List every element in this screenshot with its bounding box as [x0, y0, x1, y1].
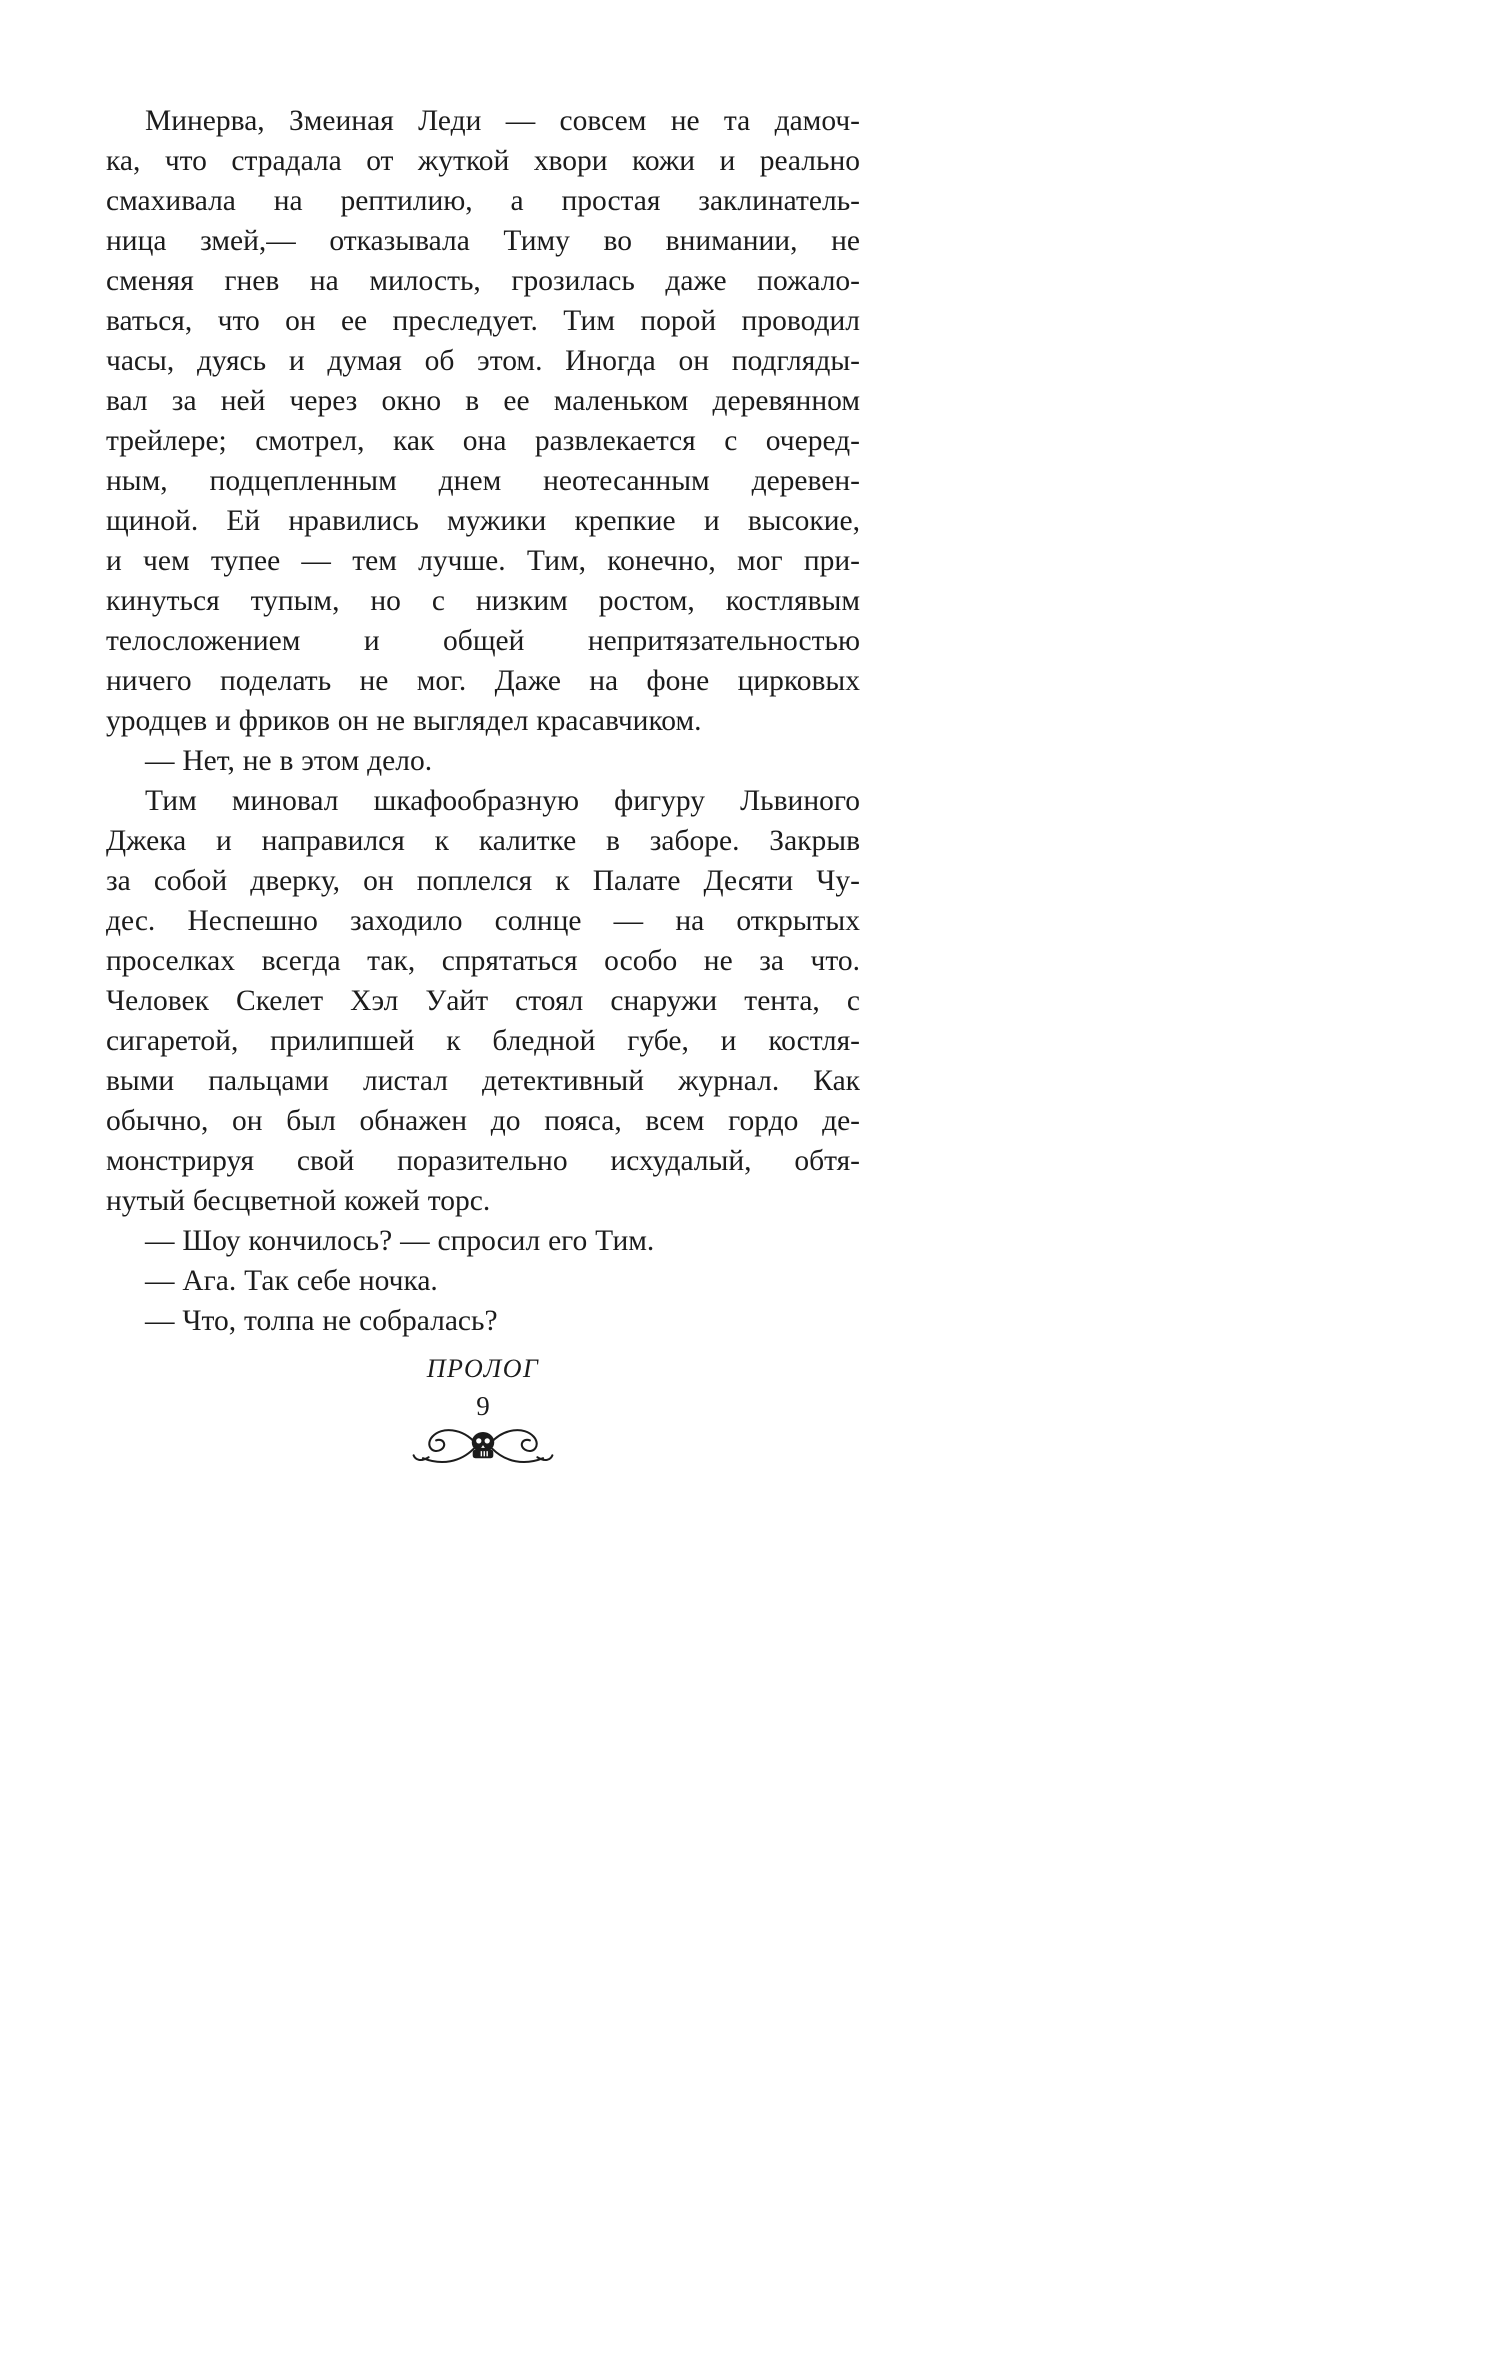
- body-paragraph: [106, 781, 860, 1221]
- text-line: обычно, он был обнажен до пояса, всем гордо де-: [106, 1105, 860, 1137]
- text-line: уродцев и фриков он не выглядел красавчиком.: [106, 705, 702, 737]
- text-line: ничего поделать не мог. Даже на фоне цирковых: [106, 665, 860, 697]
- dialogue-paragraph: [106, 1261, 860, 1301]
- text-line: и чем тупее — тем лучше. Тим, конечно, мог при-: [106, 545, 860, 577]
- skull-flourish-icon: [408, 1459, 558, 1476]
- text-line: Человек Скелет Хэл Уайт стоял снаружи тента, с: [106, 985, 860, 1017]
- text-line: часы, дуясь и думая об этом. Иногда он подгляды-: [106, 345, 860, 377]
- dialogue-paragraph: [106, 1301, 860, 1341]
- page-number: 9: [476, 1391, 490, 1421]
- text-line: Джека и направился к калитке в заборе. Закрыв: [106, 825, 860, 857]
- dialogue-paragraph: [106, 1221, 860, 1261]
- text-line: — Шоу кончилось? — спросил его Тим.: [145, 1225, 655, 1257]
- text-line: Минерва, Змеиная Леди — совсем не та дамоч-: [145, 105, 860, 137]
- text-line: трейлере; смотрел, как она развлекается с очеред-: [106, 425, 860, 457]
- running-title: ПРОЛОГ: [426, 1354, 540, 1383]
- text-line: ка, что страдала от жуткой хвори кожи и реально: [106, 145, 860, 177]
- text-line: сигаретой, прилипшей к бледной губе, и костля-: [106, 1025, 860, 1057]
- text-line: выми пальцами листал детективный журнал. Как: [106, 1065, 860, 1097]
- text-line: Тим миновал шкафообразную фигуру Львиного: [145, 785, 860, 817]
- text-line: ным, подцепленным днем неотесанным деревен-: [106, 465, 860, 497]
- text-line: вал за ней через окно в ее маленьком деревянном: [106, 385, 860, 417]
- text-line: — Что, толпа не собралась?: [145, 1305, 498, 1337]
- text-line: — Нет, не в этом дело.: [145, 745, 433, 777]
- text-line: за собой дверку, он поплелся к Палате Десяти Чу-: [106, 865, 860, 897]
- text-line: щиной. Ей нравились мужики крепкие и высокие,: [106, 505, 860, 537]
- text-line: смахивала на рептилию, а простая заклинатель-: [106, 185, 860, 217]
- dialogue-paragraph: [106, 741, 860, 781]
- text-line: ница змей,— отказывала Тиму во внимании, не: [106, 225, 860, 257]
- text-block: [106, 101, 860, 1341]
- text-line: ваться, что он ее преследует. Тим порой проводил: [106, 305, 860, 337]
- text-line: проселках всегда так, спрятаться особо не за что.: [106, 945, 860, 977]
- text-line: монстрируя свой поразительно исхудалый, обтя-: [106, 1145, 860, 1177]
- chapter-end-ornament: [106, 1420, 860, 1472]
- text-line: телосложением и общей непритязательностью: [106, 625, 860, 657]
- text-line: — Ага. Так себе ночка.: [145, 1265, 438, 1297]
- text-line: кинуться тупым, но с низким ростом, костлявым: [106, 585, 860, 617]
- page-footer: [106, 1354, 860, 1472]
- text-line: нутый бесцветной кожей торс.: [106, 1185, 491, 1217]
- text-line: сменяя гнев на милость, грозилась даже пожало-: [106, 265, 860, 297]
- text-line: дес. Неспешно заходило солнце — на открытых: [106, 905, 860, 937]
- body-paragraph: [106, 101, 860, 741]
